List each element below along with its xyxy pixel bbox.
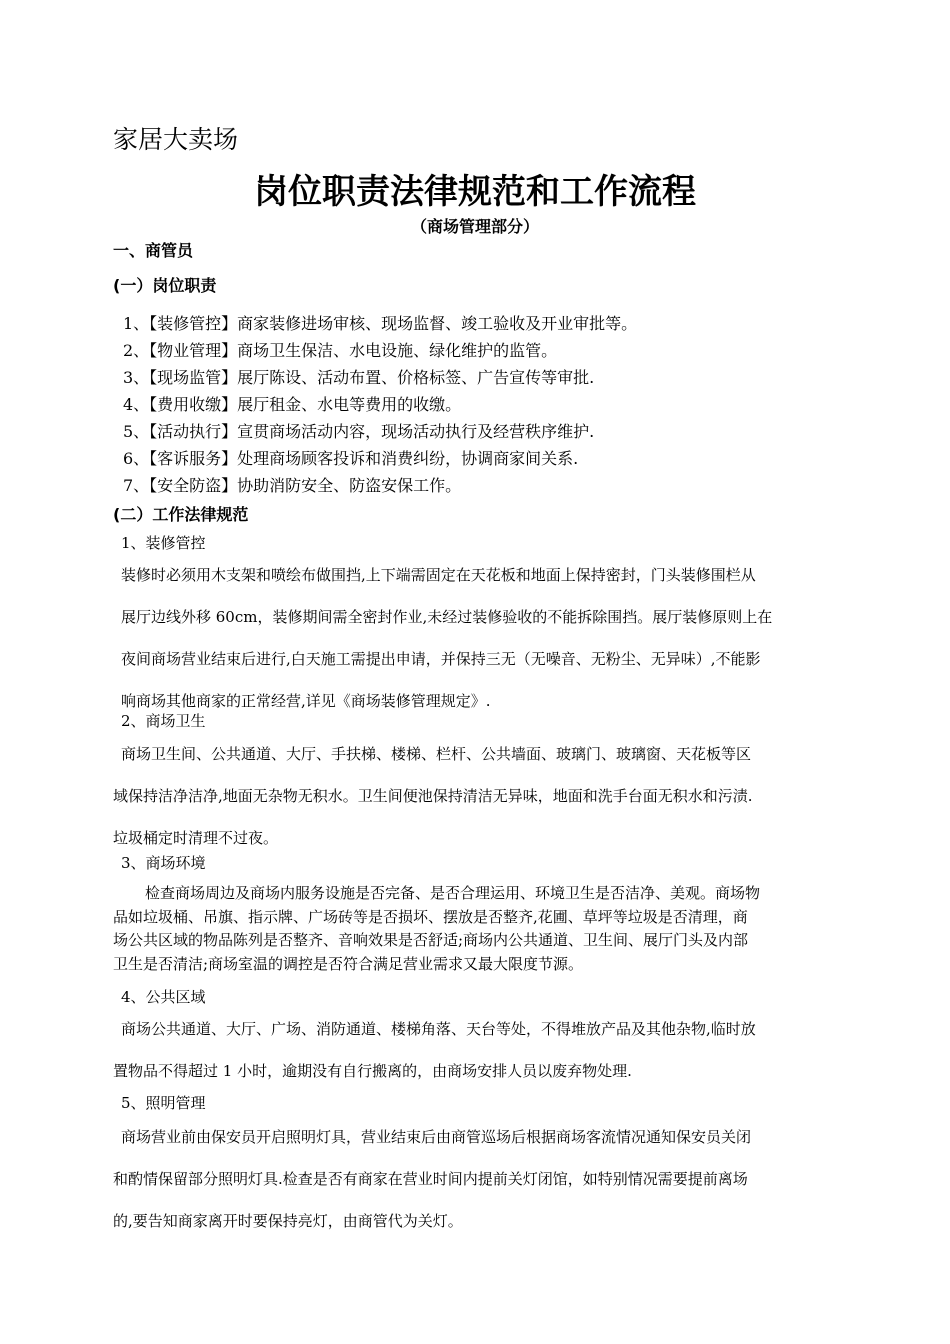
rule-title-public-area: 4、公共区域: [121, 988, 206, 1006]
rule-paragraph-lighting: [113, 1116, 837, 1242]
duty-item: 5、【活动执行】宣贯商场活动内容，现场活动执行及经营秩序维护.: [123, 422, 595, 441]
rule-paragraph-hygiene: [113, 733, 837, 859]
subsection-heading-work-rules: (二）工作法律规范: [113, 505, 249, 524]
rule-title-environment: 3、商场环境: [121, 854, 206, 872]
rule-paragraph-renovation: [113, 554, 837, 722]
subsection-heading-duties: (一）岗位职责: [113, 276, 217, 295]
company-name: 家居大卖场: [113, 125, 239, 154]
duty-item: 7、【安全防盗】协助消防安全、防盗安保工作。: [123, 476, 462, 495]
duty-item: 4、【费用收缴】展厅租金、水电等费用的收缴。: [123, 395, 462, 414]
duty-item: 6、【客诉服务】处理商场顾客投诉和消费纠纷，协调商家间关系.: [123, 449, 579, 468]
duty-item: 1、【装修管控】商家装修进场审核、现场监督、竣工验收及开业审批等。: [123, 314, 638, 333]
paragraph-line: 域保持洁净洁净,地面无杂物无积水。卫生间便池保持清洁无异味，地面和洗手台面无积水和污渍.: [113, 787, 753, 805]
rule-title-lighting: 5、照明管理: [121, 1094, 206, 1112]
paragraph-line: 商场营业前由保安员开启照明灯具，营业结束后由商管巡场后根据商场客流情况通知保安员关闭: [121, 1128, 752, 1146]
paragraph-line: 商场卫生间、公共通道、大厅、手扶梯、楼梯、栏杆、公共墙面、玻璃门、玻璃窗、天花板等区: [121, 745, 752, 763]
duty-item: 3、【现场监管】展厅陈设、活动布置、价格标签、广告宣传等审批.: [123, 368, 595, 387]
paragraph-line: 装修时必须用木支架和喷绘布做围挡,上下端需固定在天花板和地面上保持密封，门头装修围栏从: [121, 566, 756, 584]
paragraph-line: 场公共区域的物品陈列是否整齐、音响效果是否舒适;商场内公共通道、卫生间、展厅门头及内部: [113, 931, 749, 949]
duty-item: 2、【物业管理】商场卫生保洁、水电设施、绿化维护的监管。: [123, 341, 558, 360]
paragraph-line: 垃圾桶定时清理不过夜。: [113, 829, 279, 847]
paragraph-line: 检查商场周边及商场内服务设施是否完备、是否合理运用、环境卫生是否洁净、美观。商场物: [145, 884, 761, 902]
paragraph-line: 的,要告知商家离开时要保持亮灯，由商管代为关灯。: [113, 1212, 463, 1230]
paragraph-line: 夜间商场营业结束后进行,白天施工需提出申请，并保持三无（无噪音、无粉尘、无异味）,不能影: [121, 650, 761, 668]
paragraph-line: 和酌情保留部分照明灯具.检查是否有商家在营业时间内提前关灯闭馆，如特别情况需要提前离场: [113, 1170, 748, 1188]
paragraph-line: 品如垃圾桶、吊旗、指示牌、广场砖等是否损坏、摆放是否整齐,花圃、草坪等垃圾是否清理，商: [113, 907, 748, 926]
paragraph-line: 卫生是否清洁;商场室温的调控是否符合满足营业需求又最大限度节源。: [113, 954, 584, 973]
paragraph-line: 商场公共通道、大厅、广场、消防通道、楼梯角落、天台等处，不得堆放产品及其他杂物,临时放: [121, 1020, 756, 1038]
section-heading-merchant-manager: 一、商管员: [113, 241, 194, 260]
paragraph-line: 置物品不得超过 1 小时，逾期没有自行搬离的，由商场安排人员以废弃物处理.: [113, 1062, 632, 1080]
rule-paragraph-environment: [113, 882, 837, 976]
rule-title-renovation: 1、装修管控: [121, 534, 206, 552]
rule-title-hygiene: 2、商场卫生: [121, 712, 206, 730]
document-subtitle: （商场管理部分）: [410, 217, 539, 236]
document-title: 岗位职责法律规范和工作流程: [254, 172, 696, 212]
rule-paragraph-public-area: [113, 1008, 837, 1092]
paragraph-line: 展厅边线外移 60cm，装修期间需全密封作业,未经过装修验收的不能拆除围挡。展厅装修原则上在: [121, 608, 773, 626]
paragraph-line: 响商场其他商家的正常经营,详见《商场装修管理规定》.: [121, 692, 491, 710]
